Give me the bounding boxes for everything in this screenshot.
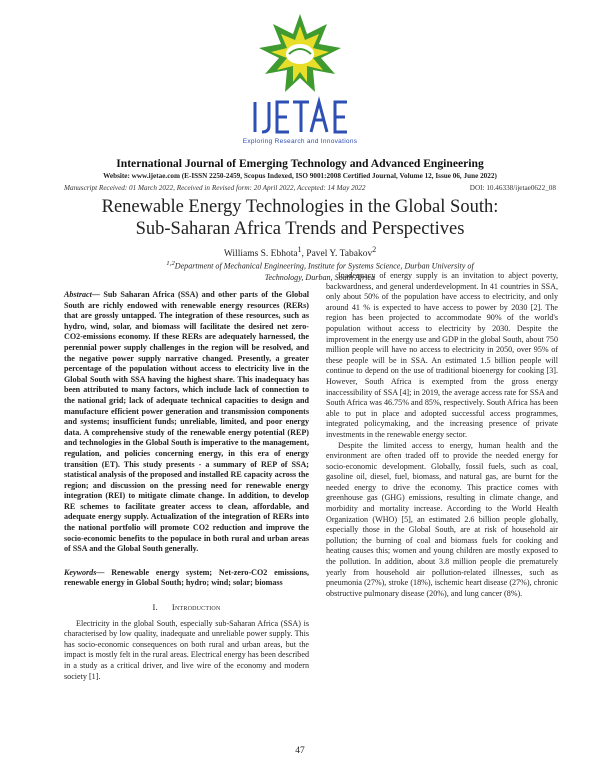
keywords-text: Renewable energy system; Net-zero-CO2 emissions, renewable energy in Global South; hydro; wind; solar; biomass (64, 567, 309, 588)
ijetae-logo-graphic (249, 10, 351, 140)
journal-title: International Journal of Emerging Technology and Advanced Engineering (116, 157, 484, 170)
logo-wordmark (255, 102, 347, 132)
right-paragraph-2: Despite the limited access to energy, human health and the environment are often traded off to provide the needed energy for socio-economic development. Globally, fossil fuels, such as coal, gasoline oil, diesel, fuel, biomass, and natural gas, are burnt for the needed energy to drive the economy. This practice comes with greenhouse gas (GHG) emissions, resulting in climate change, and morbidity and mortality increase. According to the World Health Organization (WHO) [5], an estimated 2.6 billion people globally, especially those in the Global South, are at risk of household air pollution; the burning of coal and biomass fuels for cooking and heating causes this; women and young children are mostly exposed to the pollution. In addition, about 3.8 million people die prematurely yearly from household air pollution-related illnesses, such as pneumonia (27%), stroke (18%), ischemic heart disease (27%), chronic obstructive pulmonary disease (20%), and lung cancer (8%). (326, 440, 558, 598)
intro-paragraph-1: Electricity in the global South, especially sub-Saharan Africa (SSA) is characterised by low quality, inadequate and unreliable power supply. This has socio-economic consequences on both rural and urban areas, but the impact is mostly felt in the rural areas. Electrical energy has been described in a study as a critical driver, and live wire of the economy and modern society [1]. (64, 618, 309, 681)
affiliation-sup: 1,2 (166, 260, 175, 267)
paper-title (0, 196, 600, 240)
journal-meta: Website: www.ijetae.com (E-ISSN 2250-2459, Scopus Indexed, ISO 9001:2008 Certified Journal, Volume 12, Issue 06, June 2022) (103, 172, 497, 180)
logo-emblem (259, 14, 341, 92)
section-heading-introduction (64, 602, 309, 613)
journal-logo (249, 10, 351, 150)
right-column (326, 271, 558, 599)
section-title: Introduction (171, 602, 221, 613)
abstract (64, 290, 309, 555)
abstract-text: Sub Saharan Africa (SSA) and other parts of the Global South are richly endowed with renewable energy resources (RERs) that are grossly untapped. The integration of these resources, such as hydro, wind, solar, and biomass will facilitate the desired net zero-CO2-emissions economy. If these RERs are adequately harnessed, the perennial power supply challenges in the region will be resolved, and the negative power supply narrative changed. Presently, a greater percentage of the population without access to electricity live in the Global South with SSA having the highest share. This inadequacy has been attributed to many factors, which include lack of connection to the national grid; lack of adequate technical capacities to design and manufacture efficient power generation and transmission components and systems; insufficient funds; unreliable, limited, and poor energy data. A comprehensive study of the renewable energy potential (REP) and technologies in the Global South is imperative to the management, regulation, and policies concerning energy, in this era of energy transition (ET). This study presents - a summary of REP of SSA; statistical analysis of the proposed and installed RE capacity across the region; and discussion on the pressing need for renewable energy integration (REI) to mitigate climate change. In addition, to develop RE schemes to facilitate greater access to clean, affordable, and adequate energy supply. Actualization of the integration of RERs into the national portfolio will promote CO2 reduction and improve the socio-economic benefits to the populace in both rural and urban areas of SSA and the Global South generally. (64, 290, 309, 554)
manuscript-dates: Manuscript Received: 01 March 2022, Received in Revised form: 20 April 2022, Accepted: 14 May 2022 (64, 184, 366, 192)
page-number: 47 (295, 746, 305, 756)
author-2: Pavel Y. Tabakov (306, 249, 373, 260)
affiliation-text: Department of Mechanical Engineering, Institute for Systems Science, Durban University of Technology, Durban, South Africa (174, 261, 474, 282)
section-number: I. (152, 602, 158, 613)
author-2-sup: 2 (372, 245, 377, 254)
paper-title-line-1: Renewable Energy Technologies in the Global South: (101, 197, 499, 217)
keywords-label: Keywords— (64, 567, 105, 577)
author-1: Williams S. Ebhota (223, 249, 298, 260)
doi: DOI: 10.46338/ijetae0622_08 (469, 184, 556, 192)
paper-title-line-2: Sub-Saharan Africa Trends and Perspectives (135, 219, 465, 239)
right-paragraph-1: Inadequacy of energy supply is an invitation to abject poverty, backwardness, and general underdevelopment. In 41 countries in SSA, only about 50% of the population have access to electricity, and only around 41 % is expected to have access to power by 2030 [2]. The region has been projected to accommodate 90% of the world's population without access to electricity by 2030. Despite the improvement in the energy use and GDP in the global South, about 750 million people will have no access to electricity in 2050, over 95% of these people will be in SSA. An estimated 1.5 billion people will continue to depend on the use of traditional bioenergy for cooking [3]. However, South Africa is exempted from the gross energy inaccessibility of SSA [4]; in 2019, the average access rate for SSA and South Africa was 46.75% and 85%, respectively. South Africa has been able to put in place and adopted successful access programmes, integrated policymaking, and the increasing presence of private investments in the renewable energy sector. (326, 271, 558, 439)
left-column (64, 290, 309, 682)
author-1-sup: 1 (297, 245, 302, 254)
keywords (64, 568, 309, 589)
author-separator: , (301, 249, 307, 260)
logo-tagline: Exploring Research and Innovations (242, 138, 358, 145)
abstract-label: Abstract— (64, 290, 100, 299)
